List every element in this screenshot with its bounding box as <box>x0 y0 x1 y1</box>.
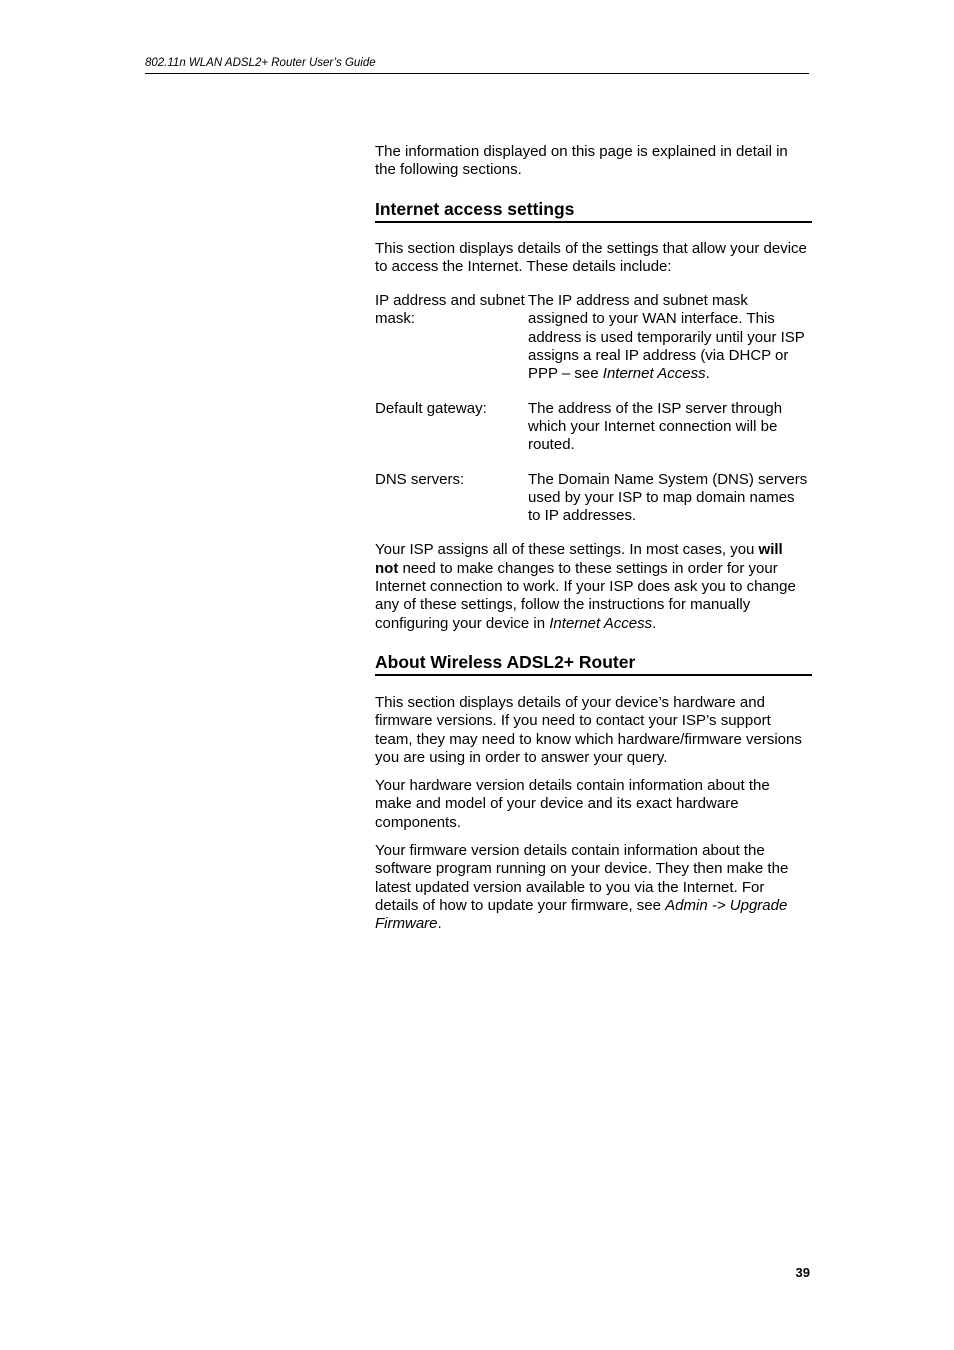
cross-reference: Internet Access <box>549 614 653 632</box>
definition-row-default-gateway <box>375 400 812 455</box>
internet-access-heading: Internet access settings <box>375 198 812 223</box>
cross-reference: Internet Access <box>602 365 706 383</box>
definition-description: The address of the ISP server through which your Internet connection will be routed. <box>528 399 783 454</box>
intro-paragraph: The information displayed on this page is explained in detail in the following sections. <box>375 143 788 179</box>
closing-text: need to make changes to these settings in order for your Internet connection to work. If your ISP does ask you to change any of these settings, follow the instructions for manually configuring your device in <box>375 559 796 632</box>
definition-row-ip-address <box>375 292 812 383</box>
definition-description: The Domain Name System (DNS) servers used by your ISP to map domain names to IP addresses. <box>528 470 808 525</box>
desc-text: The IP address and subnet mask assigned to your WAN interface. This address is used temporarily until your ISP assigns a real IP address (via DHCP or PPP – see <box>528 292 805 383</box>
running-header: 802.11n WLAN ADSL2+ Router User’s Guide <box>145 56 809 74</box>
definition-term: DNS servers: <box>375 470 465 488</box>
definition-row-dns-servers <box>375 471 812 526</box>
definition-term: IP address and subnet mask: <box>375 292 525 328</box>
about-paragraph-2: Your hardware version details contain information about the make and model of your device and its exact hardware components. <box>375 777 770 831</box>
about-paragraph-1: This section displays details of your device’s hardware and firmware versions. If you need to contact your ISP’s support team, they may need to know which hardware/firmware versions you are using in order to answer your query. <box>375 693 802 766</box>
internet-section-intro: This section displays details of the settings that allow your device to access the Internet. These details include: <box>375 239 807 275</box>
page-number: 39 <box>795 1265 810 1280</box>
closing-end: . <box>652 614 657 632</box>
main-content <box>375 143 812 944</box>
p3-end: . <box>437 915 442 933</box>
definition-description <box>528 292 808 383</box>
settings-definition-list <box>375 292 812 525</box>
closing-text: Your ISP assigns all of these settings. In most cases, you <box>375 541 759 559</box>
internet-section-closing <box>375 541 807 632</box>
cross-reference: Admin -> Upgrade Firmware <box>375 896 788 933</box>
definition-term: Default gateway: <box>375 399 487 417</box>
about-router-heading: About Wireless ADSL2+ Router <box>375 651 812 676</box>
about-paragraph-3 <box>375 842 807 933</box>
closing-emphasis: will not <box>375 541 783 577</box>
desc-end: . <box>705 365 710 383</box>
p3-text: Your firmware version details contain information about the software program running on your device. They then make the latest updated version available to you via the Internet. For details of how to update your firmware, see <box>375 842 789 914</box>
